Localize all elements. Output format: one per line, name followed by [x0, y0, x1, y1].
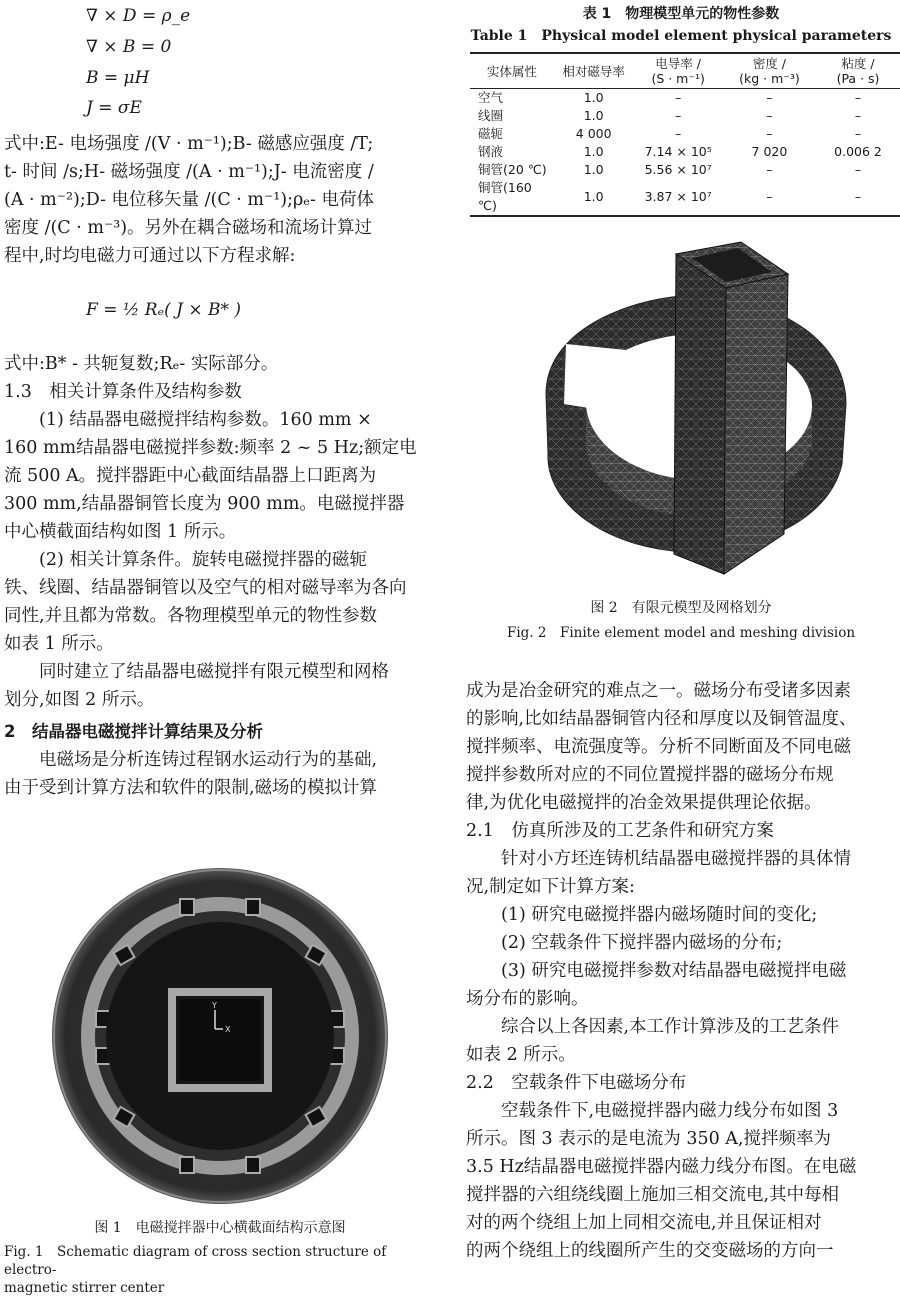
text-line: 搅拌器的六组绕线圈上施加三相交流电,其中每相 [466, 1185, 840, 1205]
text-line: 综合以上各因素,本工作计算涉及的工艺条件 [501, 1017, 840, 1037]
col-header: 实体属性 [486, 63, 537, 79]
col-header: 电导率 / (S · m⁻¹) [651, 56, 705, 86]
table-1 [470, 52, 900, 217]
text-line: 中心横截面结构如图 1 所示。 [4, 522, 237, 542]
equation-4: J = σE [86, 98, 142, 118]
table-row [470, 161, 900, 179]
axis-label-y: Y [212, 1001, 217, 1010]
axis-label-x: X [225, 1025, 231, 1034]
table-cell: 1.0 [583, 144, 604, 159]
col-header: 粘度 / (Pa · s) [836, 56, 880, 86]
table-cell: – [766, 126, 773, 141]
coil-tooth [246, 899, 260, 915]
tube-side-face [724, 274, 788, 574]
text-line: 密度 /(C · m⁻³)。另外在耦合磁场和流场计算过 [4, 218, 373, 238]
text-line: 的两个绕组上的线圈所产生的交变磁场的方向一 [466, 1241, 834, 1261]
table-cell: – [675, 126, 682, 141]
mould-interior [179, 999, 261, 1081]
caption-line: magnetic stirrer center [4, 1280, 165, 1296]
section-2-2-heading: 2.2 空载条件下电磁场分布 [466, 1073, 687, 1093]
figure-2-mesh-model [526, 234, 856, 594]
text-line: 如表 2 所示。 [466, 1045, 576, 1065]
col-header: 密度 / (kg · m⁻³) [739, 56, 800, 86]
table-row [470, 143, 900, 161]
text-line: 流 500 A。搅拌器距中心截面结晶器上口距离为 [4, 466, 377, 486]
table-cell: 4 000 [575, 126, 612, 141]
text-line: 搅拌频率、电流强度等。分析不同断面及不同电磁 [466, 737, 851, 757]
table-cell: – [854, 126, 862, 141]
table-1-title-en: Table 1 Physical model element physical parameters [470, 28, 892, 44]
table-cell: 线圈 [478, 108, 504, 123]
table-cell: – [854, 108, 862, 123]
table-row [470, 107, 900, 125]
figure-2-caption-en: Fig. 2 Finite element model and meshing division [506, 625, 856, 641]
equation-1: ∇ × D = ρ_e [86, 6, 191, 26]
table-header-row [470, 53, 900, 89]
table-1-title-cn: 表 1 物理模型单元的物性参数 [582, 6, 780, 22]
text-line: 3.5 Hz结晶器电磁搅拌器内磁力线分布图。在电磁 [466, 1157, 857, 1177]
table-cell: 磁轭 [478, 126, 504, 141]
list-item: (3) 研究电磁搅拌参数对结晶器电磁搅拌电磁 [501, 961, 847, 981]
table-row [470, 125, 900, 143]
list-item: (2) 空载条件下搅拌器内磁场的分布; [501, 933, 783, 953]
figure-1-cross-section [42, 866, 398, 1206]
text-line: 场分布的影响。 [466, 989, 589, 1009]
table-cell: – [854, 90, 862, 105]
equation-3: B = μH [86, 68, 150, 88]
figure-1-caption-en [4, 1243, 440, 1297]
text-line: 成为是冶金研究的难点之一。磁场分布受诸多因素 [466, 681, 851, 701]
table-cell: 铜管(20 ℃) [478, 162, 547, 177]
text-line: 律,为优化电磁搅拌的冶金效果提供理论依据。 [466, 793, 822, 813]
text-line: 况,制定如下计算方案: [466, 877, 635, 897]
table-cell: – [766, 90, 773, 105]
table-row [470, 179, 900, 216]
table-cell: – [675, 90, 682, 105]
ring-cutout [564, 344, 626, 414]
force-where: 式中:B* - 共轭复数;Rₑ- 实际部分。 [4, 354, 279, 374]
text-line: 对的两个绕组上加上同相交流电,并且保证相对 [466, 1213, 822, 1233]
table-cell: 5.56 × 10⁷ [644, 162, 712, 177]
text-line: 所示。图 3 表示的是电流为 350 A,搅拌频率为 [466, 1129, 831, 1149]
text-line: (1) 结晶器电磁搅拌结构参数。160 mm × [39, 410, 372, 430]
table-row [470, 89, 900, 108]
text-line: 300 mm,结晶器铜管长度为 900 mm。电磁搅拌器 [4, 494, 405, 514]
text-line: 程中,时均电磁力可通过以下方程求解: [4, 246, 296, 266]
table-cell: 1.0 [583, 189, 604, 204]
table-cell: 3.87 × 10⁷ [644, 189, 712, 204]
text-line: 铁、线圈、结晶器铜管以及空气的相对磁导率为各向 [4, 578, 407, 598]
text-line: (2) 相关计算条件。旋转电磁搅拌器的磁轭 [39, 550, 367, 570]
table-cell: 7.14 × 10⁵ [644, 144, 712, 159]
table-cell: 7 020 [751, 144, 788, 159]
text-line: 的影响,比如结晶器铜管内径和厚度以及铜管温度、 [466, 709, 857, 729]
figure-1-caption-cn: 图 1 电磁搅拌器中心横截面结构示意图 [94, 1220, 346, 1236]
col-header: 相对磁导率 [562, 63, 625, 79]
text-line: 如表 1 所示。 [4, 634, 114, 654]
table-cell: – [766, 189, 773, 204]
text-line: 式中:E- 电场强度 /(V · m⁻¹);B- 磁感应强度 /T; [4, 134, 374, 154]
body-text-block [4, 350, 436, 802]
table-cell: 1.0 [583, 108, 604, 123]
section-2-1-heading: 2.1 仿真所涉及的工艺条件和研究方案 [466, 821, 774, 841]
text-line: 由于受到计算方法和软件的限制,磁场的模拟计算 [4, 778, 378, 798]
text-line: 针对小方坯连铸机结晶器电磁搅拌器的具体情 [501, 849, 851, 869]
table-cell: 空气 [478, 90, 504, 105]
table-cell: 钢液 [478, 144, 504, 159]
equation-2: ∇ × B = 0 [86, 37, 172, 57]
caption-line: Fig. 1 Schematic diagram of cross section structure of electro- [4, 1244, 387, 1278]
table-cell: – [675, 108, 682, 123]
coil-tooth [180, 899, 194, 915]
where-paragraph [4, 130, 436, 270]
section-1-3-heading: 1.3 相关计算条件及结构参数 [4, 382, 242, 402]
text-line: (A · m⁻²);D- 电位移矢量 /(C · m⁻¹);ρₑ- 电荷体 [4, 190, 375, 210]
right-body-text [466, 677, 896, 1265]
text-line: 同时建立了结晶器电磁搅拌有限元模型和网格 [39, 662, 389, 682]
table-cell: 0.006 2 [834, 144, 882, 159]
section-2-heading: 2 结晶器电磁搅拌计算结果及分析 [4, 722, 263, 741]
table-cell: 铜管(160 ℃) [478, 180, 532, 213]
tube-front-face [674, 254, 726, 574]
table-cell: – [766, 108, 773, 123]
text-line: 搅拌参数所对应的不同位置搅拌器的磁场分布规 [466, 765, 834, 785]
force-equation: F = ½ Rₑ( J × B* ) [86, 300, 242, 320]
figure-2-caption-cn: 图 2 有限元模型及网格划分 [590, 600, 772, 616]
coil-tooth [246, 1157, 260, 1173]
table-cell: – [766, 162, 773, 177]
table-cell: – [854, 162, 862, 177]
text-line: 同性,并且都为常数。各物理模型单元的物性参数 [4, 606, 378, 626]
text-line: 电磁场是分析连铸过程钢水运动行为的基础, [39, 750, 378, 770]
text-line: 空载条件下,电磁搅拌器内磁力线分布如图 3 [501, 1101, 839, 1121]
table-cell: – [854, 189, 862, 204]
coil-tooth [180, 1157, 194, 1173]
text-line: 划分,如图 2 所示。 [4, 690, 155, 710]
text-line: t- 时间 /s;H- 磁场强度 /(A · m⁻¹);J- 电流密度 / [4, 162, 374, 182]
list-item: (1) 研究电磁搅拌器内磁场随时间的变化; [501, 905, 818, 925]
text-line: 160 mm结晶器电磁搅拌参数:频率 2 ~ 5 Hz;额定电 [4, 438, 417, 458]
table-cell: 1.0 [583, 162, 604, 177]
table-cell: 1.0 [583, 90, 604, 105]
